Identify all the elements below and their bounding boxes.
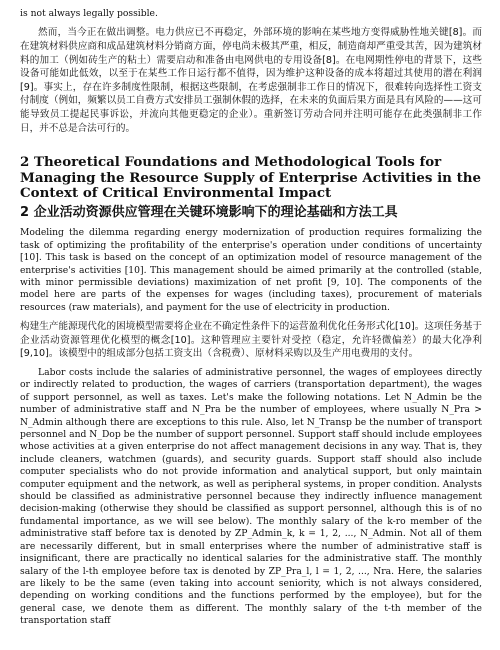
section-heading-zh: 2 企业活动资源供应管理在关键环境影响下的理论基础和方法工具 [20, 205, 398, 221]
zh-paragraph-2: 构建生产能源现代化的困境模型需要将企业在不确定性条件下的运营盈利优化任务形式化[10]。这项任务基于企业活动资源管理优化模型的概念[10]。这种管理应主要针对受控（稳定，允许轻微偏差）的最大化净利[9,10]。该模型中的组成部分包括工资支出（含税费）、原材料采购以及生产用电费用的支付。 [20, 321, 482, 360]
zh-paragraph-1: 然而，当今正在做出调整。电力供应已不再稳定，外部环境的影响在某些地方变得威胁性地关键[8]。而在建筑材料供应商和成品建筑材料分销商方面，停电尚未极其严重，相反，制造商却严重受其苦，因为建筑材料的加工（例如砖生产的粘土）需要启动和准备由电网供电的专用设备[8]。在电网期性停电的背景下，这些设备可能如此低效，以至于在某些工作日运行都不值得，因为维护这种设备的成本将超过其使用的潜在利润[9]。事实上，存在许多制度性限制，根据这些限制，在考虑强制非工作日的情况下，很难转向选择性工资支付制度（例如，频繁以员工自费方式安排员工强制休假的选择，在未来的负面后果方面是具有风险的——这可能导致员工提起民事诉讼，并流向其他更稳定的企业）。重新签订劳动合同并注明可能存在此类强制非工作日，并不总是合法可行的。 [20, 27, 482, 134]
top-line: is not always legally possible. [20, 8, 158, 19]
en-paragraph-1: Modeling the dilemma regarding energy modernization of production requires formalizing the task of optimizing the profitability of the enterprise's operation under conditions of uncertainty [10]. This task is based on the concept of an optimization model of resource management of the enterprise's activities [10]. This management should be aimed primarily at the controlled (stable, with minor permissible deviations) maximization of net profit [9, 10]. The components of the model here are parts of the expenses for wages (including taxes), procurement of materials resources (raw materials), and payment for the use of electricity in production. [20, 227, 482, 313]
section-heading-en: 2 Theoretical Foundations and Methodological Tools for Managing the Resource Supply of Enterprise Activities in the Context of Critical Environmental Impact [20, 154, 482, 201]
paper-page [20, 8, 482, 628]
en-paragraph-2: Labor costs include the salaries of administrative personnel, the wages of employees directly or indirectly related to production, the wages of carriers (transportation department), the wages of support personnel, as well as taxes. Let's make the following notations. Let N_Admin be the number of administrative staff and N_Pra be the number of employees, where usually N_Pra > N_Admin although there are exceptions to this rule. Also, let N_Transp be the number of transport personnel and N_Dop be the number of support personnel. Support staff should include employees whose activities at a given enterprise do not affect management decisions in any way. That is, they include cleaners, watchmen (guards), and security guards. Support staff should also include computer specialists who do not provide information and analytical support, but only maintain computer equipment and the network, as well as peripheral systems, in proper condition. Analysts should be classified as administrative personnel because they indirectly influence management decision-making (otherwise they should be classified as support personnel, although this is of no fundamental importance, as we will see below). The monthly salary of the k-ro member of the administrative staff before tax is denoted by ZP_Admin_k, k = 1, 2, ..., N_Admin. Not all of them are necessarily different, but in small enterprises where the number of administrative staff is insignificant, there are practically no identical salaries for the administrative staff. The monthly salary of the l-th employee before tax is denoted by ZP_Pra_l, l = 1, 2, ..., Nra. Here, the salaries are likely to be the same (even taking into account seniority, which is not always considered, depending on working conditions and the functions performed by the employee), but for the general case, we denote them as different. The monthly salary of the t-th member of the transportation staff [20, 367, 482, 627]
